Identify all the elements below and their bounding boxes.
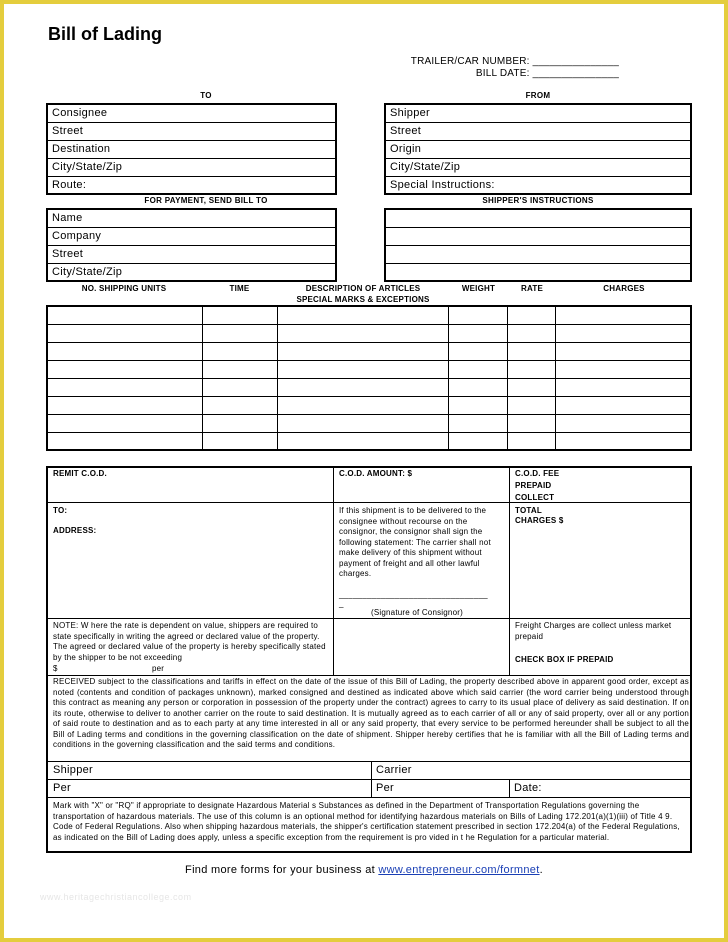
- table-cell[interactable]: [277, 342, 448, 360]
- table-cell[interactable]: [508, 432, 556, 450]
- from-street-field[interactable]: Street: [385, 122, 691, 140]
- table-cell[interactable]: [449, 432, 508, 450]
- table-cell[interactable]: [277, 378, 448, 396]
- table-cell[interactable]: [449, 414, 508, 432]
- col-time: TIME: [229, 284, 250, 293]
- footer-promo: [4, 864, 724, 876]
- table-row: [47, 360, 691, 378]
- freight-charges-note: Freight Charges are collect unless market prepaid: [515, 621, 672, 641]
- instructions-line[interactable]: [385, 263, 691, 281]
- table-cell[interactable]: [47, 396, 203, 414]
- instructions-line[interactable]: [385, 245, 691, 263]
- table-cell[interactable]: [203, 432, 278, 450]
- table-row: [47, 324, 691, 342]
- cod-to-label: TO:: [53, 506, 68, 515]
- col-shipping-units: NO. SHIPPING UNITS: [81, 284, 167, 293]
- to-street-field[interactable]: Street: [47, 122, 336, 140]
- table-cell[interactable]: [47, 414, 203, 432]
- signature-of-consignor-label: (Signature of Consignor): [371, 608, 463, 617]
- table-cell[interactable]: [47, 432, 203, 450]
- payment-street-field[interactable]: Street: [47, 245, 336, 263]
- table-cell[interactable]: [508, 396, 556, 414]
- shipper-signature-field[interactable]: Shipper: [53, 764, 94, 776]
- declared-value-dollar[interactable]: $: [53, 664, 58, 673]
- col-rate: RATE: [521, 284, 543, 293]
- consignor-signature-line[interactable]: ________________________________: [339, 590, 488, 599]
- table-cell[interactable]: [508, 414, 556, 432]
- consignee-field[interactable]: Consignee: [47, 104, 336, 122]
- table-cell[interactable]: [449, 306, 508, 324]
- consignor-statement: If this shipment is to be delivered to the consignee without recourse on the consignor, the consignor shall sign the following statement: The carrier shall not make delivery of this shipment without payment of freight and all other lawful charges.: [339, 506, 491, 578]
- watermark: www.heritagechristiancollege.com: [40, 892, 192, 902]
- instructions-line[interactable]: [385, 227, 691, 245]
- payment-table: [46, 208, 337, 282]
- table-cell[interactable]: [277, 414, 448, 432]
- col-special-marks: SPECIAL MARKS & EXCEPTIONS: [296, 295, 430, 304]
- footer-text: Find more forms for your business at: [185, 864, 379, 876]
- table-cell[interactable]: [203, 396, 278, 414]
- col-charges: CHARGES: [603, 284, 645, 293]
- table-cell[interactable]: [203, 360, 278, 378]
- formnet-link[interactable]: www.entrepreneur.com/formnet: [378, 864, 540, 876]
- carrier-per-field[interactable]: Per: [376, 782, 395, 794]
- instructions-line[interactable]: [385, 209, 691, 227]
- from-table: [384, 103, 692, 195]
- shipping-items-table: [46, 305, 692, 451]
- total-charges-label: CHARGES $: [515, 516, 564, 525]
- table-cell[interactable]: [47, 306, 203, 324]
- table-row: [47, 396, 691, 414]
- table-row: [47, 378, 691, 396]
- table-cell[interactable]: [203, 378, 278, 396]
- table-cell[interactable]: [508, 360, 556, 378]
- prepaid-label[interactable]: PREPAID: [515, 481, 552, 490]
- table-cell[interactable]: [555, 306, 691, 324]
- check-box-if-prepaid[interactable]: CHECK BOX IF PREPAID: [515, 655, 614, 664]
- destination-field[interactable]: Destination: [47, 140, 336, 158]
- table-row: [47, 306, 691, 324]
- table-cell[interactable]: [203, 306, 278, 324]
- table-cell[interactable]: [203, 342, 278, 360]
- total-label: TOTAL: [515, 506, 542, 515]
- carrier-signature-field[interactable]: Carrier: [376, 764, 412, 776]
- footer-period: .: [539, 864, 543, 876]
- shipper-field[interactable]: Shipper: [385, 104, 691, 122]
- consignor-signature-line-end: _: [339, 599, 344, 608]
- cod-fee-label: C.O.D. FEE: [515, 469, 560, 478]
- table-cell[interactable]: [508, 342, 556, 360]
- table-cell[interactable]: [508, 324, 556, 342]
- table-cell[interactable]: [277, 360, 448, 378]
- cod-address-label: ADDRESS:: [53, 526, 97, 535]
- special-instructions-field[interactable]: Special Instructions:: [385, 176, 691, 194]
- table-cell[interactable]: [47, 324, 203, 342]
- received-terms: RECEIVED subject to the classifications and tariffs in effect on the date of the issue of this Bill of Lading, the property described above in apparent good order, except as noted (contents and condition of packages unknown), marked consigned and destined as indicated above which said carrier (the word carrier being understood through this contract as meaning any person or corporation in possession of the property under the contract) agrees to carry to its usual place of delivery as said destination. If on its route, otherwise to deliver to another carrier on the route to said destination. It is mutually agreed as to each carrier of all or any of said property, over all or any portion of said route to destination and as to each party at any time interested in all or any said property, that every service to be performed hereunder shall be subject to all the Bill of Lading terms and conditions in the governing classification on the date of shipment. Shipper hereby certifies that he is familiar with all the Bill of Lading terms and conditions in the governing classification and the said terms and conditions.: [53, 677, 689, 749]
- table-cell[interactable]: [47, 378, 203, 396]
- declared-value-note: NOTE: W here the rate is dependent on value, shippers are required to state specifically in writing the agreed or declared value of the property. The agreed or declared value of the property is hereby specifically stated by the shipper to be not exceeding: [53, 621, 326, 662]
- table-cell[interactable]: [449, 324, 508, 342]
- route-field[interactable]: Route:: [47, 176, 336, 194]
- table-cell[interactable]: [555, 396, 691, 414]
- table-cell[interactable]: [508, 306, 556, 324]
- cod-amount-label: C.O.D. AMOUNT: $: [339, 469, 413, 478]
- payment-name-field[interactable]: Name: [47, 209, 336, 227]
- table-cell[interactable]: [277, 396, 448, 414]
- table-cell[interactable]: [203, 324, 278, 342]
- terms-section: [46, 466, 692, 853]
- table-row: [47, 414, 691, 432]
- from-heading: FROM: [525, 91, 551, 100]
- table-cell[interactable]: [555, 378, 691, 396]
- table-row: [47, 432, 691, 450]
- payment-city-state-zip-field[interactable]: City/State/Zip: [47, 263, 336, 281]
- sign-date-field[interactable]: Date:: [514, 782, 542, 794]
- to-heading: TO: [200, 91, 212, 100]
- table-cell[interactable]: [555, 432, 691, 450]
- form-title: Bill of Lading: [48, 24, 162, 44]
- table-cell[interactable]: [449, 378, 508, 396]
- to-city-state-zip-field[interactable]: City/State/Zip: [47, 158, 336, 176]
- origin-field[interactable]: Origin: [385, 140, 691, 158]
- from-city-state-zip-field[interactable]: City/State/Zip: [385, 158, 691, 176]
- table-cell[interactable]: [47, 360, 203, 378]
- instructions-table: [384, 208, 692, 282]
- instructions-heading: SHIPPER'S INSTRUCTIONS: [482, 196, 594, 205]
- table-cell[interactable]: [555, 360, 691, 378]
- bill-date-field[interactable]: BILL DATE: _______________: [475, 68, 619, 79]
- table-cell[interactable]: [555, 414, 691, 432]
- payment-heading: FOR PAYMENT, SEND BILL TO: [144, 196, 268, 205]
- table-cell[interactable]: [47, 342, 203, 360]
- table-row: [47, 342, 691, 360]
- declared-value-per[interactable]: per: [152, 664, 165, 673]
- table-cell[interactable]: [555, 324, 691, 342]
- table-cell[interactable]: [508, 378, 556, 396]
- table-cell[interactable]: [449, 342, 508, 360]
- table-cell[interactable]: [449, 360, 508, 378]
- col-description: DESCRIPTION OF ARTICLES: [305, 284, 421, 293]
- table-cell[interactable]: [449, 396, 508, 414]
- to-table: [46, 103, 337, 195]
- payment-company-field[interactable]: Company: [47, 227, 336, 245]
- form-page: [4, 4, 724, 938]
- collect-label[interactable]: COLLECT: [515, 493, 555, 502]
- shipper-per-field[interactable]: Per: [53, 782, 72, 794]
- hazmat-notice: Mark with "X" or "RQ" if appropriate to designate Hazardous Material s Substances as defined in the Department of Transportation Regulations governing the transportation of hazardous materials. The use of this column is an optional method for identifying hazardous materials on Bills of Lading 172.201(a)(1)(iii) of Title 4 9. Code of Federal Regulations. Also when shipping hazardous materials, the shipper's certification statement prescribed in section 172.204(a) of the Federal Regulations, as indicated on the Bill of Lading does apply, unless a specific exception from the requirement is pro vided in t he Regulation for a particular material.: [53, 801, 680, 842]
- remit-cod-label: REMIT C.O.D.: [53, 469, 107, 478]
- table-cell[interactable]: [277, 306, 448, 324]
- col-weight: WEIGHT: [461, 284, 496, 293]
- table-cell[interactable]: [203, 414, 278, 432]
- table-cell[interactable]: [555, 342, 691, 360]
- table-cell[interactable]: [277, 324, 448, 342]
- table-cell[interactable]: [277, 432, 448, 450]
- trailer-number-field[interactable]: TRAILER/CAR NUMBER: _______________: [410, 56, 619, 67]
